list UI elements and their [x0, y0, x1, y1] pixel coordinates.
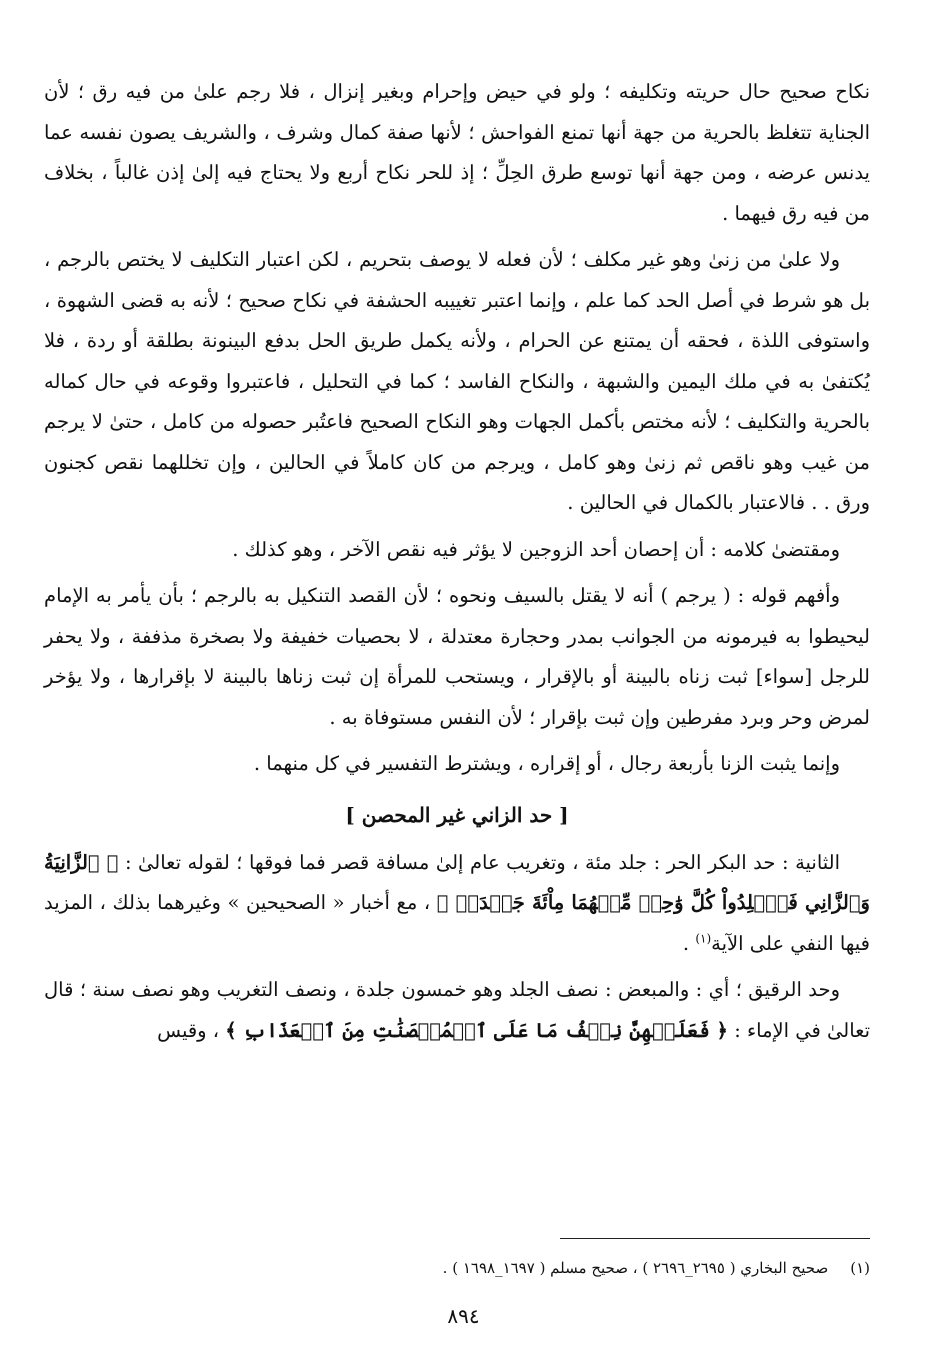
section3-end: ، وقيس	[157, 1018, 220, 1042]
paragraph-2: ولا علىٰ من زنىٰ وهو غير مكلف ؛ لأن فعله لا يوصف بتحريم ، لكن اعتبار التكليف لا يختص بالرجم ، بل هو شرط في أصل الحد كما علم ، وإنما اعتبر تغييبه الحشفة في نكاح صحيح ؛ لأنه به قضى الشهوة ، واستوفى اللذة ، فحقه أن يمتنع عن الحرام ، ولأنه يكمل طريق الحل بدفع البينونة بطلقة أو ردة ، فلا يُكتفىٰ به في ملك اليمين والشبهة ، والنكاح الفاسد ؛ كما في التحليل ، فاعتبروا وقوعه في حال كماله بالحرية والتكليف ؛ لأنه مختص بأكمل الجهات وهو النكاح الصحيح فاعتُبر حصوله من كامل ، حتىٰ لا يرجم من غيب وهو ناقص ثم زنىٰ وهو كامل ، ويرجم من كان كاملاً في الحالين ، وإن تخللهما نقص كجنون ورق . . فالاعتبار بالكمال في الحالين .	[44, 248, 870, 514]
footnote-number: (١)	[850, 1259, 870, 1277]
footnote-text: صحيح البخاري ( ٢٦٩٥_٢٦٩٦ ) ، صحيح مسلم ( ١٦٩٧_١٦٩٨ ) .	[442, 1259, 829, 1277]
page-body	[44, 72, 870, 1057]
paragraph-5: وإنما يثبت الزنا بأربعة رجال ، أو إقراره ، ويشترط التفسير في كل منهما .	[253, 752, 840, 775]
paragraph-7	[44, 970, 870, 1051]
quran-verse-1: ﴿ ٱلزَّانِيَةُ وَٱلزَّانِي فَٱجۡلِدُواْ كُلَّ وَٰحِدٖ مِّنۡهُمَا مِاْئَةَ جَلۡدَةٖ ﴾	[44, 850, 870, 914]
section2-end: .	[682, 931, 696, 955]
section2-after-quran: ، مع أخبار « الصحيحين » وغيرهما بذلك ، المزيد فيها النفي على الآية	[44, 891, 870, 955]
quran-verse-2: ﴿ فَعَلَيۡهِنَّ نِصۡفُ مَا عَلَى ٱلۡمُحۡصَنَٰتِ مِنَ ٱلۡعَذَابِ ﴾	[225, 1018, 728, 1042]
footnote	[110, 1256, 870, 1280]
paragraph-1: نكاح صحيح حال حريته وتكليفه ؛ ولو في حيض وإحرام وبغير إنزال ، فلا رجم علىٰ من فيه رق ؛ لأن الجناية تتغلظ بالحرية من جهة أنها تمنع الفواحش ؛ لأنها صفة كمال وشرف ، والشريف يصون نفسه عما يدنس عرضه ، ومن جهة أنها توسع طرق الحِلِّ ؛ إذ للحر نكاح أربع ولا يحتاج فيه إلىٰ إذن غالباً ، بخلاف من فيه رق فيهما .	[44, 80, 870, 225]
paragraph-3: ومقتضىٰ كلامه : أن إحصان أحد الزوجين لا يؤثر فيه نقص الآخر ، وهو كذلك .	[232, 537, 840, 561]
paragraph-6	[44, 843, 870, 965]
footnote-divider	[560, 1238, 870, 1239]
section3-text: وحد الرقيق ؛ أي : والمبعض : نصف الجلد وهو خمسون جلدة ، ونصف التغريب وهو نصف سنة ؛ قال تعالىٰ في الإماء :	[44, 978, 870, 1042]
paragraph-4: وأفهم قوله : ( يرجم ) أنه لا يقتل بالسيف ونحوه ؛ لأن القصد التنكيل به بالرجم ؛ بأن يأمر به الإمام ليحيطوا به فيرمونه من الجوانب بمدر وحجارة معتدلة ، لا بحصيات خفيفة ولا بصخرة مذففة ، ولا يحفر للرجل [سواء] ثبت زناه بالبينة أو بالإقرار ، ويستحب للمرأة إن ثبت زناها بالبينة لا بإقرارها ، ولا يؤخر لمرض وحر وبرد مفرطين وإن ثبت بإقرار ؛ لأن النفس مستوفاة به .	[44, 584, 870, 729]
page-number: ٨٩٤	[447, 1304, 480, 1328]
section2-intro: الثانية : حد البكر الحر : جلد مئة ، وتغريب عام إلىٰ مسافة قصر فما فوقها ؛ لقوله تعالىٰ :	[124, 850, 841, 874]
footnote-reference[interactable]: (١)	[695, 931, 712, 945]
section-heading: [ حد الزاني غير المحصن ]	[345, 802, 569, 827]
